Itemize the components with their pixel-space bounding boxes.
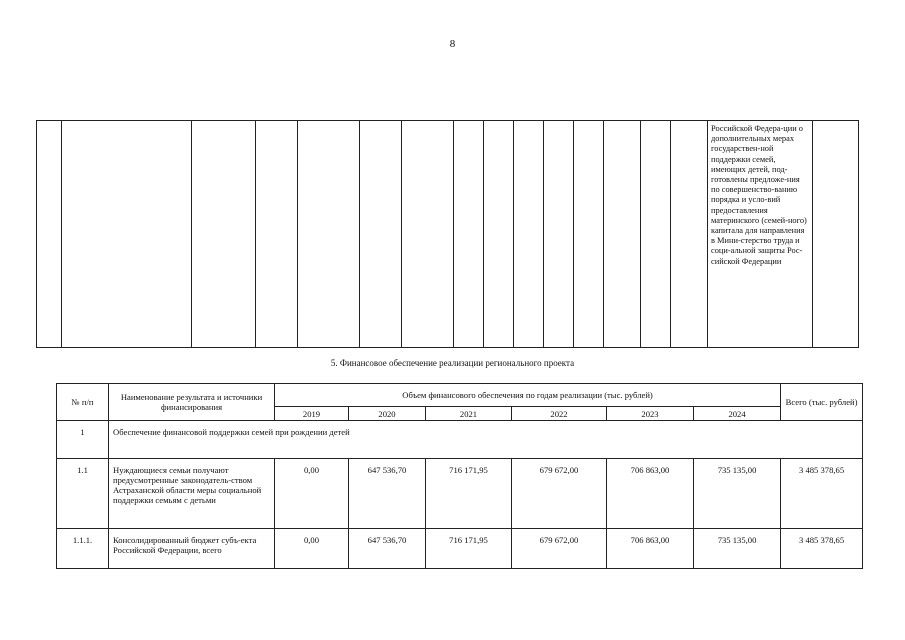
page-number: 8 xyxy=(449,38,456,50)
blank-cell xyxy=(454,121,484,348)
value-cell: 706 863,00 xyxy=(607,459,694,529)
header-total: Всего (тыс. рублей) xyxy=(781,384,863,421)
header-year: 2023 xyxy=(607,407,694,421)
row-name: Консолидированный бюджет субъ-екта Российской Федерации, всего xyxy=(109,529,275,569)
header-num: № п/п xyxy=(57,384,109,421)
section-title: 5. Финансовое обеспечение реализации регионального проекта xyxy=(330,358,575,368)
blank-cell xyxy=(671,121,708,348)
row-name: Нуждающиеся семьи получают предусмотренные законодатель-ством Астраханской области меры социальной поддержки семьям с детьми xyxy=(109,459,275,529)
value-cell: 735 135,00 xyxy=(694,459,781,529)
blank-cell xyxy=(813,121,859,348)
continuation-table xyxy=(36,120,859,348)
value-cell: 0,00 xyxy=(275,459,349,529)
blank-cell xyxy=(574,121,604,348)
blank-cell xyxy=(62,121,192,348)
value-cell: 706 863,00 xyxy=(607,529,694,569)
blank-cell xyxy=(37,121,62,348)
section-num: 1 xyxy=(57,421,109,459)
header-name: Наименование результата и источники финансирования xyxy=(109,384,275,421)
blank-cell xyxy=(360,121,402,348)
value-cell: 735 135,00 xyxy=(694,529,781,569)
blank-cell xyxy=(192,121,256,348)
header-year: 2021 xyxy=(426,407,512,421)
header-year: 2020 xyxy=(349,407,426,421)
blank-cell xyxy=(298,121,360,348)
blank-cell xyxy=(514,121,544,348)
total-cell: 3 485 378,65 xyxy=(781,529,863,569)
blank-cell xyxy=(641,121,671,348)
value-cell: 679 672,00 xyxy=(512,529,607,569)
value-cell: 716 171,95 xyxy=(426,459,512,529)
header-volume: Объем финансового обеспечения по годам реализации (тыс. рублей) xyxy=(275,384,781,407)
blank-cell xyxy=(604,121,641,348)
row-num: 1.1 xyxy=(57,459,109,529)
blank-cell xyxy=(402,121,454,348)
value-cell: 679 672,00 xyxy=(512,459,607,529)
blank-cell xyxy=(544,121,574,348)
blank-cell xyxy=(484,121,514,348)
header-year: 2019 xyxy=(275,407,349,421)
blank-cell xyxy=(256,121,298,348)
value-cell: 647 536,70 xyxy=(349,529,426,569)
header-year: 2022 xyxy=(512,407,607,421)
total-cell: 3 485 378,65 xyxy=(781,459,863,529)
row-num: 1.1.1. xyxy=(57,529,109,569)
value-cell: 716 171,95 xyxy=(426,529,512,569)
value-cell: 0,00 xyxy=(275,529,349,569)
value-cell: 647 536,70 xyxy=(349,459,426,529)
note-cell: Российской Федера-ции о дополнительных мерах государствен-ной поддержки семей, имеющих детей, под-готовлены предложе-ния по совершенство-ванию порядка и усло-вий предоставления материнского (семей-ного) капитала для направления в Мини-стерство труда и соци-альной защиты Рос-сийской Федерации xyxy=(708,121,813,348)
header-year: 2024 xyxy=(694,407,781,421)
finance-table xyxy=(56,383,863,569)
section-name: Обеспечение финансовой поддержки семей при рождении детей xyxy=(109,421,863,459)
